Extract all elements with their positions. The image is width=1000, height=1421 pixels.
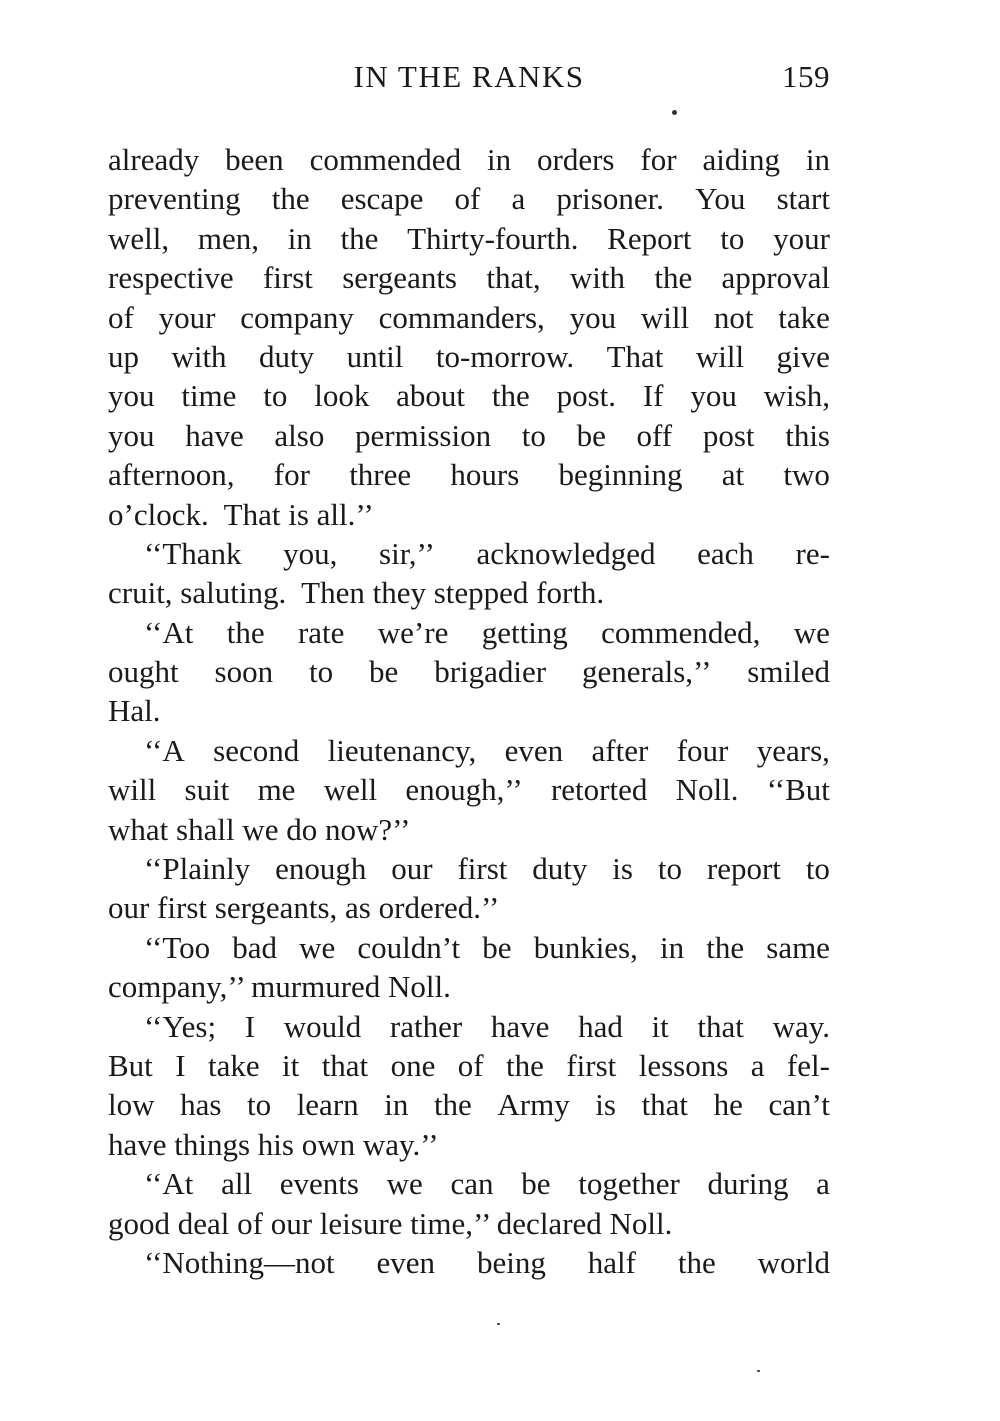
- word: off: [636, 417, 673, 453]
- text-line: [108, 534, 830, 573]
- word: we: [386, 1166, 423, 1202]
- word: the: [654, 260, 693, 296]
- text-line: [108, 298, 830, 337]
- word: you,: [283, 535, 338, 571]
- text-line: [108, 1085, 830, 1124]
- word: in: [660, 929, 685, 965]
- print-speck: [497, 1323, 500, 1325]
- word: men,: [197, 220, 259, 256]
- word: Report: [607, 220, 692, 256]
- word: ‘‘At: [144, 1166, 194, 1202]
- word: rather: [389, 1008, 463, 1044]
- word: take: [207, 1047, 260, 1083]
- word: that: [321, 1047, 369, 1083]
- word: low: [108, 1087, 155, 1123]
- word: will: [108, 772, 157, 808]
- word: even: [504, 732, 564, 768]
- word: ‘‘Too: [144, 929, 211, 965]
- word: generals,’’: [582, 654, 712, 690]
- word: of: [108, 299, 134, 335]
- text-line: [108, 1007, 830, 1046]
- word: your: [158, 299, 216, 335]
- word: two: [783, 457, 830, 493]
- word: four: [676, 732, 729, 768]
- word: enough,’’: [405, 772, 523, 808]
- print-speck: [757, 1370, 760, 1372]
- word: prisoner.: [556, 181, 664, 217]
- word: commended,: [601, 614, 761, 650]
- word: to: [720, 220, 745, 256]
- word: for: [640, 142, 677, 177]
- word: enough: [275, 851, 367, 887]
- word: will: [695, 338, 745, 374]
- word: ‘‘Yes;: [144, 1008, 217, 1044]
- word: we: [793, 614, 830, 650]
- word: already: [108, 142, 200, 177]
- word: to: [805, 851, 830, 887]
- word: it: [651, 1008, 669, 1044]
- text-line: good deal of our leisure time,’’ declared Noll.: [108, 1205, 673, 1241]
- word: it: [282, 1047, 300, 1083]
- word: years,: [756, 732, 830, 768]
- word: post: [702, 417, 755, 453]
- word: you: [690, 378, 737, 414]
- word: the: [340, 220, 379, 256]
- word: hours: [450, 457, 520, 493]
- word: had: [578, 1008, 623, 1044]
- word: you: [569, 299, 617, 335]
- word: not: [713, 299, 754, 335]
- word: same: [766, 929, 830, 965]
- word: in: [384, 1087, 409, 1123]
- word: lessons: [638, 1047, 729, 1083]
- word: post.: [556, 378, 617, 414]
- text-line: [108, 928, 830, 967]
- word: orders: [537, 142, 615, 177]
- word: Noll.: [675, 772, 739, 808]
- word: the: [706, 929, 745, 965]
- word: ought: [108, 654, 179, 690]
- text-line: [108, 179, 830, 218]
- word: You: [695, 181, 746, 217]
- word: getting: [481, 614, 568, 650]
- word: fel-: [786, 1047, 830, 1083]
- word: respective: [108, 260, 234, 296]
- word: to-morrow.: [435, 338, 575, 374]
- word: commended: [309, 142, 462, 177]
- word: company: [240, 299, 354, 335]
- text-line: [108, 652, 830, 691]
- word: for: [273, 457, 310, 493]
- word: even: [376, 1244, 436, 1280]
- text-line: [108, 731, 830, 770]
- word: is: [595, 1087, 616, 1123]
- word: until: [346, 338, 404, 374]
- word: couldn’t: [357, 929, 461, 965]
- word: in: [486, 142, 512, 177]
- word: that: [641, 1087, 689, 1123]
- word: at: [721, 457, 745, 493]
- word: commanders,: [378, 299, 545, 335]
- word: the: [677, 1244, 716, 1280]
- word: well: [323, 772, 378, 808]
- word: that: [697, 1008, 744, 1044]
- text-line: [108, 849, 830, 888]
- word: retorted: [550, 772, 648, 808]
- word: to: [246, 1087, 272, 1123]
- text-line: [108, 1046, 830, 1085]
- word: being: [476, 1244, 546, 1280]
- word: been: [225, 142, 284, 177]
- word: have: [185, 417, 244, 453]
- word: bunkies,: [533, 929, 638, 965]
- word: we: [299, 929, 336, 965]
- word: the: [433, 1087, 472, 1123]
- word: would: [283, 1008, 362, 1044]
- word: first: [566, 1047, 617, 1083]
- word: second: [213, 732, 300, 768]
- text-line: [108, 1243, 830, 1282]
- text-line: [108, 258, 830, 297]
- word: we’re: [377, 614, 449, 650]
- word: lieutenancy,: [327, 732, 477, 768]
- word: to: [309, 654, 334, 690]
- word: But: [108, 1047, 153, 1083]
- word: ‘‘At: [144, 614, 194, 650]
- word: ‘‘Thank: [144, 535, 242, 571]
- text-line: what shall we do now?’’: [108, 811, 411, 847]
- text-line: [108, 376, 830, 415]
- word: first: [262, 260, 313, 296]
- text-line: our first sergeants, as ordered.’’: [108, 890, 500, 926]
- word: re-: [795, 535, 830, 571]
- word: the: [271, 181, 310, 217]
- word: beginning: [558, 457, 683, 493]
- word: me: [257, 772, 296, 808]
- word: permission: [355, 417, 492, 453]
- word: ‘‘Nothing—not: [144, 1244, 335, 1280]
- word: sir,’’: [379, 535, 435, 571]
- text-line: [108, 416, 830, 455]
- word: after: [591, 732, 649, 768]
- text-line: [108, 219, 830, 258]
- word: ‘‘A: [144, 732, 185, 768]
- word: Thirty-fourth.: [407, 220, 579, 256]
- word: report: [706, 851, 781, 887]
- word: has: [180, 1087, 222, 1123]
- print-speck: [672, 110, 677, 115]
- word: suit: [184, 772, 230, 808]
- word: our: [391, 851, 433, 887]
- word: well,: [108, 220, 170, 256]
- word: during: [707, 1166, 789, 1202]
- word: can: [450, 1166, 494, 1202]
- word: with: [569, 260, 626, 296]
- word: start: [776, 181, 830, 217]
- word: together: [578, 1166, 680, 1202]
- word: duty: [532, 851, 588, 887]
- word: I: [175, 1047, 186, 1083]
- word: be: [576, 417, 606, 453]
- word: can’t: [768, 1087, 830, 1123]
- word: in: [287, 220, 312, 256]
- word: soon: [214, 654, 274, 690]
- word: the: [226, 614, 265, 650]
- word: up: [108, 338, 139, 374]
- word: acknowledged: [476, 535, 656, 571]
- text-line: have things his own way.’’: [108, 1126, 439, 1162]
- word: duty: [259, 338, 315, 374]
- word: take: [778, 299, 830, 335]
- word: ‘‘Plainly: [144, 851, 251, 887]
- text-line: company,’’ murmured Noll.: [108, 969, 451, 1005]
- chapter-title: IN THE RANKS: [353, 59, 585, 94]
- word: first: [457, 851, 508, 887]
- word: of: [457, 1047, 484, 1083]
- text-line: [108, 1164, 830, 1203]
- word: the: [506, 1047, 544, 1083]
- text-line: cruit, saluting. Then they stepped forth.: [108, 575, 605, 611]
- word: to: [657, 851, 682, 887]
- word: I: [244, 1008, 256, 1044]
- word: aiding: [702, 142, 780, 177]
- word: preventing: [108, 181, 241, 217]
- word: with: [171, 338, 227, 374]
- word: bad: [232, 929, 278, 965]
- word: is: [612, 851, 633, 887]
- word: be: [521, 1166, 551, 1202]
- text-line: [108, 140, 830, 179]
- text-line: [108, 337, 830, 376]
- word: approval: [721, 260, 830, 296]
- word: you: [108, 378, 155, 414]
- word: ‘‘But: [766, 772, 830, 808]
- word: half: [587, 1244, 636, 1280]
- text-line: [108, 770, 830, 809]
- word: Army: [497, 1087, 570, 1123]
- word: sergeants: [342, 260, 458, 296]
- word: about: [396, 378, 466, 414]
- word: he: [713, 1087, 743, 1123]
- word: to: [263, 378, 288, 414]
- word: time: [181, 378, 237, 414]
- word: the: [491, 378, 530, 414]
- word: a: [511, 181, 526, 217]
- word: each: [697, 535, 754, 571]
- word: your: [773, 220, 830, 256]
- word: in: [805, 142, 830, 177]
- word: way.: [772, 1008, 830, 1044]
- word: have: [490, 1008, 550, 1044]
- word: to: [521, 417, 546, 453]
- text-line: [108, 613, 830, 652]
- word: will: [640, 299, 690, 335]
- body-text: [108, 140, 830, 1282]
- word: escape: [340, 181, 424, 217]
- word: this: [785, 417, 830, 453]
- running-head: [108, 55, 830, 99]
- word: That: [606, 338, 664, 374]
- word: rate: [297, 614, 345, 650]
- word: that,: [486, 260, 541, 296]
- word: of: [454, 181, 481, 217]
- word: learn: [296, 1087, 359, 1123]
- word: world: [757, 1244, 830, 1280]
- word: all: [221, 1166, 253, 1202]
- page-number: 159: [782, 59, 830, 94]
- word: three: [349, 457, 412, 493]
- word: brigadier: [434, 654, 547, 690]
- text-line: o’clock. That is all.’’: [108, 496, 374, 532]
- word: a: [750, 1047, 765, 1083]
- word: look: [314, 378, 370, 414]
- text-line: Hal.: [108, 693, 161, 729]
- word: afternoon,: [108, 457, 235, 493]
- word: be: [369, 654, 399, 690]
- text-line: [108, 455, 830, 494]
- word: events: [279, 1166, 359, 1202]
- word: give: [776, 338, 830, 374]
- word: you: [108, 417, 155, 453]
- word: If: [642, 378, 664, 414]
- word: smiled: [747, 654, 830, 690]
- word: wish,: [763, 378, 830, 414]
- word: be: [482, 929, 512, 965]
- word: a: [816, 1166, 830, 1202]
- word: one: [390, 1047, 436, 1083]
- word: also: [274, 417, 325, 453]
